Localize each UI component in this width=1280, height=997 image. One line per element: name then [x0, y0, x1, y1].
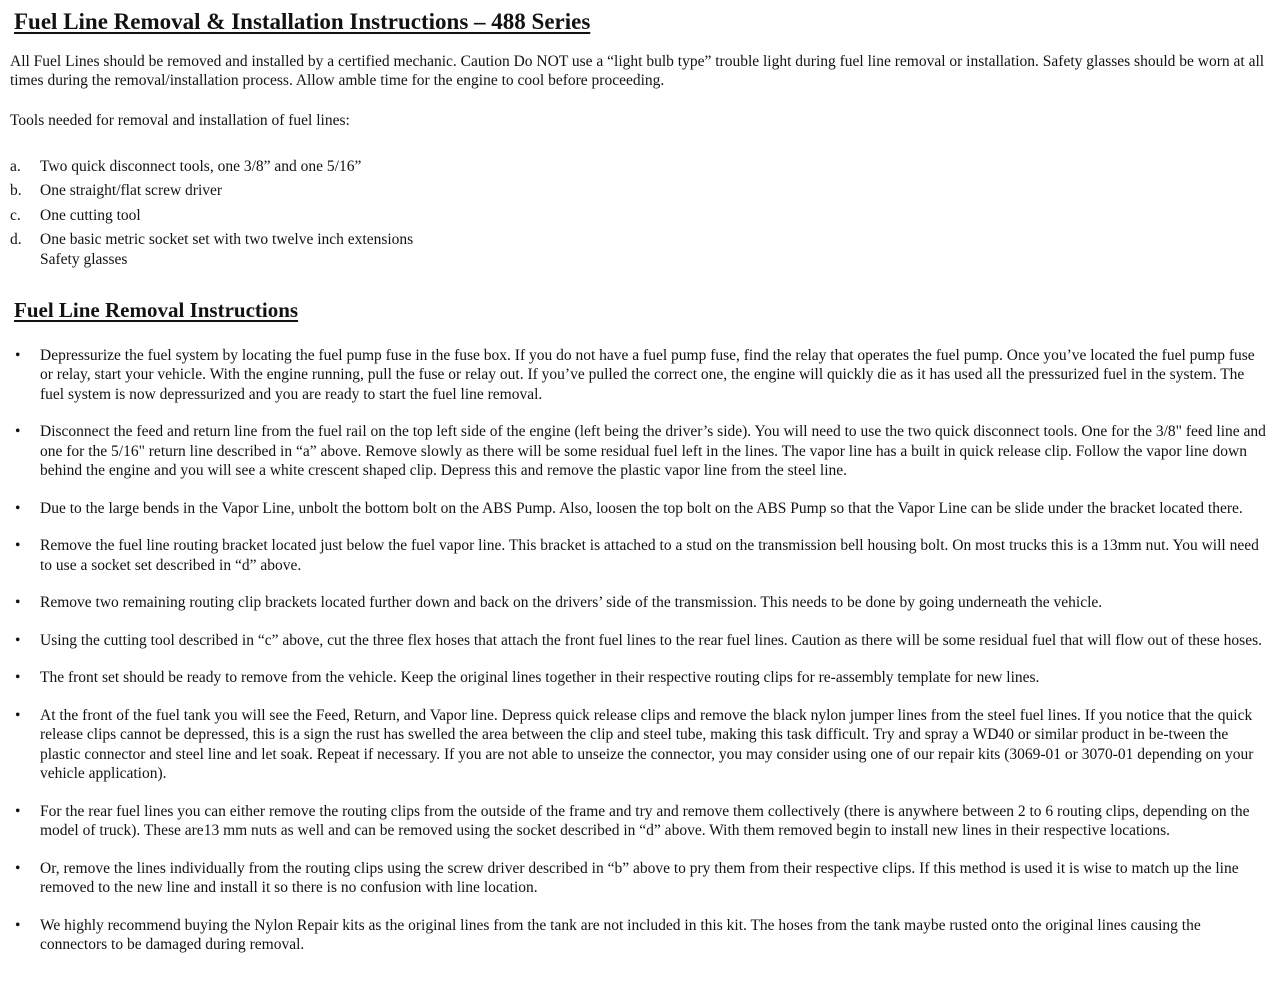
list-item-text: One cutting tool	[40, 206, 141, 224]
list-marker: b.	[10, 182, 22, 200]
bullet-item: • Remove the fuel line routing bracket located just below the fuel vapor line. This bracket is attached to a stud on the transmission bell housing bolt. On most trucks this is a 13mm nut. You will need to use a socket set described in “d” above.	[10, 536, 1266, 575]
list-marker: d.	[10, 231, 22, 249]
bullet-item: • Remove two remaining routing clip brackets located further down and back on the drivers’ side of the transmission. This needs to be done by going underneath the vehicle.	[10, 593, 1266, 613]
tools-heading: Tools needed for removal and installation of fuel lines:	[10, 112, 350, 129]
list-marker: c.	[10, 206, 21, 224]
bullet-item: • We highly recommend buying the Nylon Repair kits as the original lines from the tank are not included in this kit. The hoses from the tank maybe rusted onto the original lines causing the connectors to be damaged during removal.	[10, 916, 1266, 955]
bullet-item: • Or, remove the lines individually from the routing clips using the screw driver described in “b” above to pry them from their respective clips. If this method is used it is wise to match up the line removed to the new line and install it so there is no confusion with line location.	[10, 859, 1266, 898]
page-title: Fuel Line Removal & Installation Instructions – 488 Series	[14, 9, 591, 34]
list-marker: a.	[10, 157, 21, 175]
list-item	[10, 157, 1266, 177]
bullet-item: • The front set should be ready to remove from the vehicle. Keep the original lines together in their respective routing clips for re-assembly template for new lines.	[10, 668, 1266, 688]
section-heading: Fuel Line Removal Instructions	[14, 298, 299, 323]
bullet-item: • At the front of the fuel tank you will see the Feed, Return, and Vapor line. Depress quick release clips and remove the black nylon jumper lines from the steel fuel lines. If you notice that the quick release clips cannot be depressed, this is a sign the rust has swelled the area between the clip and steel tube, making this task difficult. Try and spray a WD40 or similar product in be-tween the plastic connector and steel line and let soak. Repeat if necessary. If you are not able to unseize the connector, you may consider using one of our repair kits (3069-01 or 3070-01 depending on your vehicle application).	[10, 706, 1266, 784]
intro-paragraph: All Fuel Lines should be removed and installed by a certified mechanic. Caution Do NOT use a “light bulb type” trouble light during fuel line removal or installation. Safety glasses should be worn at all times during the removal/installation process. Allow amble time for the engine to cool before proceeding.	[10, 52, 1265, 90]
bullet-item: • Depressurize the fuel system by locating the fuel pump fuse in the fuse box. If you do not have a fuel pump fuse, find the relay that operates the fuel pump. Once you’ve located the fuel pump fuse or relay, start your vehicle. With the engine running, pull the fuse or relay out. If you’ve pulled the correct one, the engine will quickly die as it has used all the pressurized fuel in the system. The fuel system is now depressurized and you are ready to start the fuel line removal.	[10, 346, 1266, 405]
instruction-bullet-list	[10, 346, 1266, 955]
list-item	[10, 181, 1266, 201]
list-item-text	[40, 230, 1266, 269]
bullet-item: • Due to the large bends in the Vapor Line, unbolt the bottom bolt on the ABS Pump. Also, loosen the top bolt on the ABS Pump so that the Vapor Line can be slide under the bracket located there.	[10, 499, 1266, 519]
list-item-text-line: One basic metric socket set with two twelve inch extensions	[40, 231, 414, 249]
bullet-item: • Disconnect the feed and return line from the fuel rail on the top left side of the engine (left being the driver’s side). You will need to use the two quick disconnect tools. One for the 3/8" feed line and one for the 5/16" return line described in “a” above. Remove slowly as there will be some residual fuel left in the lines. The vapor line has a built in quick release clip. Follow the vapor line down behind the engine and you will see a white crescent shaped clip. Depress this and remove the plastic vapor line from the steel line.	[10, 422, 1266, 481]
list-item-text: Two quick disconnect tools, one 3/8” and one 5/16”	[40, 157, 362, 175]
list-item-text: One straight/flat screw driver	[40, 182, 223, 200]
list-item	[10, 230, 1266, 269]
tools-list	[10, 157, 1266, 270]
bullet-item: • Using the cutting tool described in “c” above, cut the three flex hoses that attach the front fuel lines to the rear fuel lines. Caution as there will be some residual fuel that will flow out of these hoses.	[10, 631, 1266, 651]
bullet-item: • For the rear fuel lines you can either remove the routing clips from the outside of the frame and try and remove them collectively (there is anywhere between 2 to 6 routing clips, depending on the model of truck). These are13 mm nuts as well and can be removed using the socket described in “d” above. With them removed begin to install new lines in their respective locations.	[10, 802, 1266, 841]
list-item	[10, 206, 1266, 226]
list-item-text-line: Safety glasses	[40, 250, 128, 268]
